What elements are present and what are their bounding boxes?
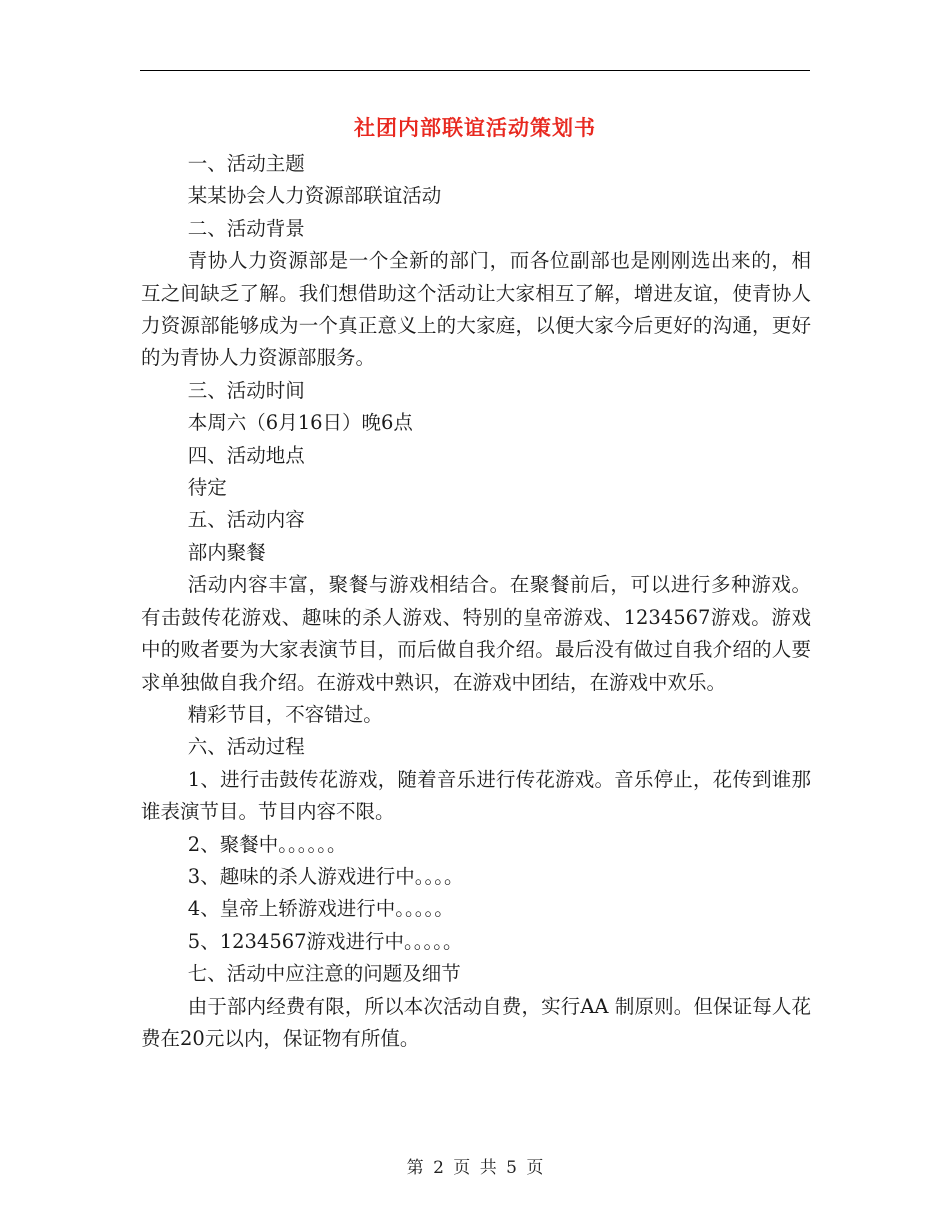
page-number: 第 2 页 共 5 页 xyxy=(406,1158,544,1178)
heading-activity-time: 三、活动时间 xyxy=(187,378,305,402)
notes-text: 由于部内经费有限，所以本次活动自费，实行AA 制原则。但保证每人花费在20元以内，保证物有所值。 xyxy=(141,994,811,1050)
document-body xyxy=(141,148,811,1055)
heading-activity-process: 六、活动过程 xyxy=(187,735,305,759)
process-step-2: 2、聚餐中。。。。。。 xyxy=(187,832,347,856)
activity-time-text: 本周六（6月16日）晚6点 xyxy=(187,411,413,435)
activity-background-text: 青协人力资源部是一个全新的部门，而各位副部也是刚刚选出来的，相互之间缺乏了解。我们想借助这个活动让大家相互了解，增进友谊，使青协人力资源部能够成为一个真正意义上的大家庭，以便大家今后更好的沟通，更好的为青协人力资源部服务。 xyxy=(141,249,811,370)
heading-notes: 七、活动中应注意的问题及细节 xyxy=(187,962,461,986)
activity-theme-text: 某某协会人力资源部联谊活动 xyxy=(187,184,442,208)
header-rule xyxy=(140,70,810,71)
heading-activity-background: 二、活动背景 xyxy=(187,216,305,240)
heading-activity-location: 四、活动地点 xyxy=(187,443,305,467)
document-title: 社团内部联谊活动策划书 xyxy=(354,115,596,140)
activity-content-subtitle: 部内聚餐 xyxy=(187,540,266,564)
process-step-1: 1、进行击鼓传花游戏，随着音乐进行传花游戏。音乐停止，花传到谁那谁表演节目。节目内容不限。 xyxy=(141,767,811,824)
heading-activity-theme: 一、活动主题 xyxy=(187,152,305,175)
activity-content-text: 活动内容丰富，聚餐与游戏相结合。在聚餐前后，可以进行多种游戏。有击鼓传花游戏、趣味的杀人游戏、特别的皇帝游戏、1234567游戏。游戏中的败者要为大家表演节目，而后做自我介绍。最后没有做过自我介绍的人要求单独做自我介绍。在游戏中熟识，在游戏中团结，在游戏中欢乐。 xyxy=(141,573,811,694)
activity-content-slogan: 精彩节目，不容错过。 xyxy=(187,702,383,726)
process-step-3: 3、趣味的杀人游戏进行中。。。。 xyxy=(187,864,464,888)
process-step-5: 5、1234567游戏进行中。。。。。 xyxy=(187,929,463,953)
process-step-4: 4、皇帝上轿游戏进行中。。。。。 xyxy=(187,897,454,921)
heading-activity-content: 五、活动内容 xyxy=(187,508,305,532)
activity-location-text: 待定 xyxy=(187,476,227,500)
